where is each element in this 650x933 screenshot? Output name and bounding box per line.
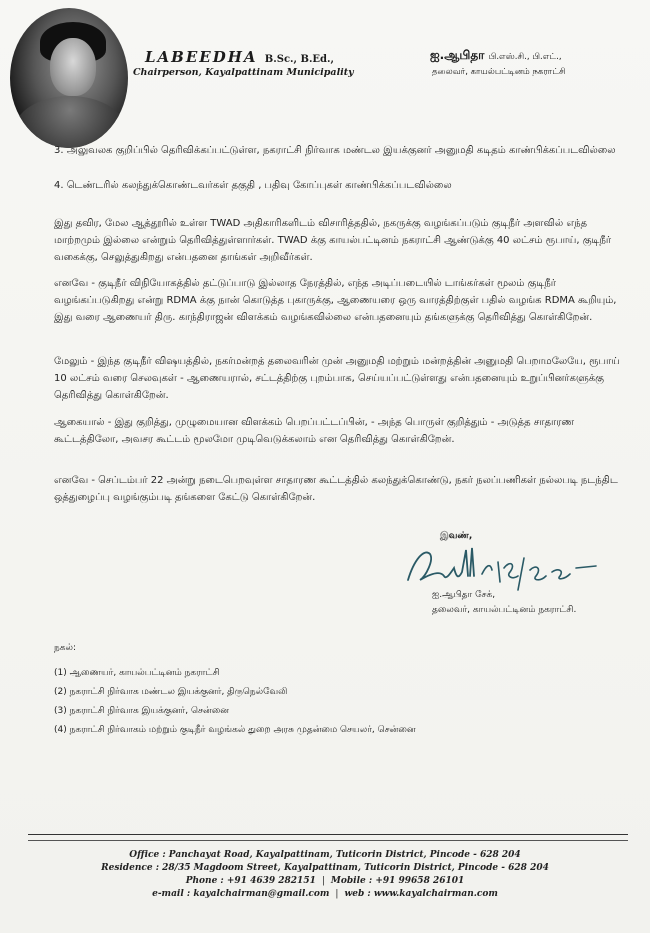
footer-web-line xyxy=(0,888,650,901)
footer-divider-bottom xyxy=(28,840,628,841)
footer-divider-top xyxy=(28,834,628,835)
letterhead-name-ta-text: ஐ.ஆபிதா xyxy=(430,48,485,62)
chairperson-portrait xyxy=(10,8,128,148)
footer-office: Office : Panchayat Road, Kayalpattinam, Tuticorin District, Pincode - 628 204 xyxy=(129,850,521,860)
portrait-face xyxy=(50,38,96,96)
footer-email: e-mail : kayalchairman@gmail.com xyxy=(152,889,330,899)
portrait-body xyxy=(14,96,126,148)
letterhead-degree-ta: பி.எஸ்.சி., பி.எட்., xyxy=(488,52,562,62)
paragraph-twad: இது தவிர, மேல ஆத்தூரில் உள்ள TWAD அதிகாரிகளிடம் விசாரித்ததில், நகருக்கு வழங்கப்படும் குடிநீர் அளவில் எந்த மாற்றமும் இல்லை என்றும் தெரிவித்துள்ளார்கள். TWAD க்கு காயல்பட்டினம் நகராட்சி ஆண்டுக்கு 40 லட்சம் ரூபாய், குடிநீர் வகைக்கு, செலுத்துகிறது என்பதனை தாங்கள் அறிவீர்கள். xyxy=(54,218,612,263)
copy-recipient: (2) நகராட்சி நிர்வாக மண்டல இயக்குனர், திருநெல்வேலி xyxy=(54,687,288,697)
signatory-title: தலைவர், காயல்பட்டினம் நகராட்சி. xyxy=(432,605,577,615)
signatory-name: ஐ.ஆபிதா சேக், xyxy=(432,590,496,600)
footer-mobile: Mobile : +91 99658 26101 xyxy=(330,876,465,886)
copies-label: நகல்: xyxy=(54,643,77,653)
letterhead-role-ta: தலைவர், காயல்பட்டினம் நகராட்சி xyxy=(432,67,566,77)
footer-residence: Residence : 28/35 Magdoom Street, Kayalpattinam, Tuticorin District, Pincode - 628 204 xyxy=(101,863,549,873)
signature-label: இவண், xyxy=(440,531,473,541)
point-3: 3. அலுவலக குறிப்பில் தெரிவிக்கப்பட்டுள்ள, நகராட்சி நிர்வாக மண்டல இயக்குனர் அனுமதி கடிதம் காண்பிக்கப்படவில்லை xyxy=(54,145,616,156)
point-4: 4. டெண்டரில் கலந்துக்கொண்டவர்கள் தகுதி , பதிவு கோப்புகள் காண்பிக்கப்படவில்லை xyxy=(54,180,452,191)
letterhead-name-en xyxy=(145,48,334,66)
letterhead-role-en: Chairperson, Kayalpattinam Municipality xyxy=(133,67,354,78)
copy-recipient: (3) நகராட்சி நிர்வாக இயக்குனர், சென்னை xyxy=(54,706,229,716)
letterhead-name-en-text: LABEEDHA xyxy=(145,48,258,66)
letterhead-degree-en: B.Sc., B.Ed., xyxy=(264,54,334,65)
footer-separator: | xyxy=(332,889,342,899)
paragraph-resolution: ஆகையால் - இது குறித்து, முழுமையான விளக்கம் பெறப்பட்டப்பின், - அந்த பொருள் குறித்தும் - அடுத்த சாதாரண கூட்டத்திலோ, அவசர கூட்டம் மூலமோ முடிவெடுக்கலாம் என தெரிவித்து கொள்கிறேன். xyxy=(54,417,575,445)
copy-recipient: (1) ஆணையர், காயல்பட்டினம் நகராட்சி xyxy=(54,668,220,678)
paragraph-meeting: எனவே - செப்டம்பர் 22 அன்று நடைபெறவுள்ள சாதாரண கூட்டத்தில் கலந்துக்கொண்டு, நகர் நலப்பணிகள் நல்லபடி நடந்திட ஒத்துழைப்பு வழங்கும்படி தங்களை கேட்டு கொள்கிறேன். xyxy=(54,475,618,503)
copy-recipient: (4) நகராட்சி நிர்வாகம் மற்றும் குடிநீர் வழங்கல் துறை அரசு முதன்மை செயலர், சென்னை xyxy=(54,725,416,735)
footer-web: web : www.kayalchairman.com xyxy=(344,889,498,899)
paragraph-tanker: எனவே - குடிநீர் விநியோகத்தில் தட்டுப்பாடு இல்லாத நேரத்தில், எந்த அடிப்படையில் டாங்கர்கள் மூலம் குடிநீர் வழங்கப்படுகிறது என்று RDMA க்கு நான் கொடுத்த புகாருக்கு, ஆணையரை ஒரு வாரத்திற்குள் பதில் வழங்க RDMA கூறியும், இது வரை ஆணையர் திரு. காந்திராஜன் விளக்கம் வழங்கவில்லை என்பதனையும் தங்களுக்கு தெரிவித்து கொள்கிறேன். xyxy=(54,278,617,323)
signatory-block xyxy=(432,588,576,618)
paragraph-expenses: மேலும் - இந்த குடிநீர் விஷயத்தில், நகர்மன்றத் தலைவரின் முன் அனுமதி மற்றும் மன்றத்தின் அனுமதி பெறாமலேயே, ரூபாய் 10 லட்சம் வரை செலவுகள் - ஆணையரால், சட்டத்திற்கு புறம்பாக, செய்யப்பட்டுள்ளது என்பதனையும் உறுப்பினர்களுக்கு தெரிவித்து கொள்கிறேன். xyxy=(54,356,620,401)
footer-phone-line xyxy=(0,875,650,888)
footer-contact xyxy=(0,849,650,901)
letterhead-name-ta xyxy=(430,48,562,64)
copies-list xyxy=(54,664,416,740)
footer-separator: | xyxy=(319,876,328,886)
footer-phone: Phone : +91 4639 282151 xyxy=(185,876,316,886)
